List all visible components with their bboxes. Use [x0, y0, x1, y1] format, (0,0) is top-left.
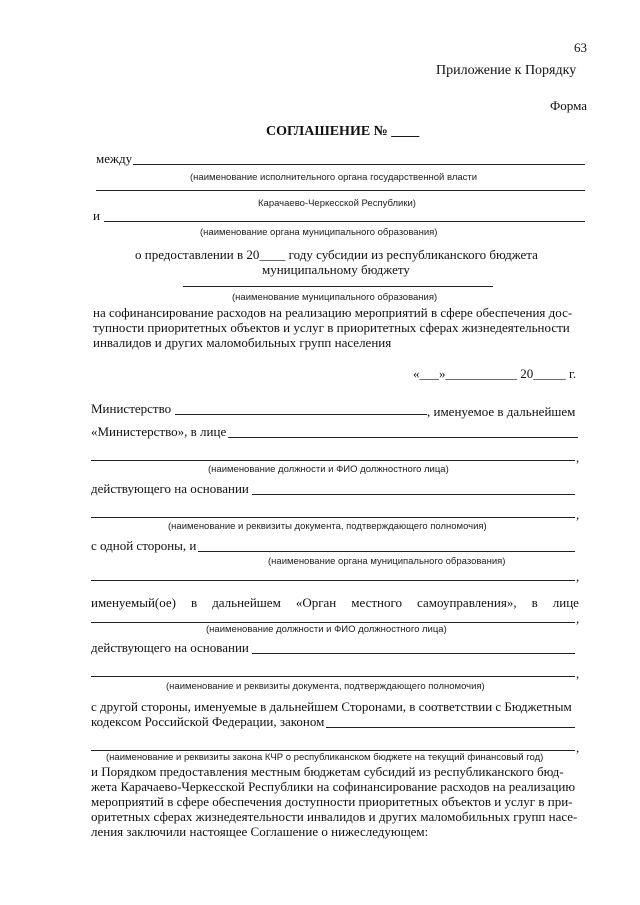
document-caption-2: (наименование и реквизиты документа, подтверждающего полномочия): [166, 681, 485, 692]
municipal-org-field-line-2[interactable]: [198, 551, 575, 552]
law-field-line[interactable]: [326, 727, 575, 728]
ministry-label: Министерство: [91, 401, 172, 416]
comma-3: ,: [576, 569, 580, 584]
republic-caption: Карачаево-Черкесской Республики): [258, 198, 416, 209]
final-line: мероприятий в сфере обеспечения доступности приоритетных объектов и услуг в при-: [91, 794, 573, 809]
named-word: местного: [351, 595, 403, 610]
ministry-face-label: «Министерство», в лице: [91, 424, 227, 439]
named-word: именуемый(ое): [91, 595, 177, 610]
position-name-caption-2: (наименование должности и ФИО должностного лица): [206, 624, 447, 635]
acting-basis-label-2: действующего на основании: [91, 640, 249, 655]
document-field-line-2[interactable]: [91, 676, 575, 677]
municipal-org-field-line[interactable]: [104, 221, 585, 222]
position-name-field-line-2[interactable]: [91, 622, 575, 623]
exec-org-caption: (наименование исполнительного органа государственной власти: [190, 172, 478, 183]
other-side-line2: кодексом Российской Федерации, законом: [91, 714, 325, 729]
named-line: [91, 595, 579, 611]
comma-2: ,: [576, 507, 580, 522]
final-line: и Порядком предоставления местным бюджетам субсидий из республиканского бюд-: [91, 764, 564, 779]
acting-basis-field-line[interactable]: [252, 494, 575, 495]
position-name-field-line[interactable]: [91, 460, 575, 461]
municipal-org-caption: (наименование органа муниципального образования): [200, 227, 438, 238]
ministry-field-line[interactable]: [175, 414, 427, 415]
final-line: ления заключили настоящее Соглашение о нижеследующем:: [91, 824, 429, 839]
acting-basis-field-line-2[interactable]: [252, 653, 575, 654]
acting-basis-label: действующего на основании: [91, 481, 249, 496]
page-number: 63: [574, 40, 587, 55]
law-caption: (наименование и реквизиты закона КЧР о республиканском бюджете на текущий финансовый год): [106, 752, 544, 763]
municipality-caption: (наименование муниципального образования): [232, 292, 438, 303]
one-side-label: с одной стороны, и: [91, 538, 197, 553]
municipal-org-caption-2: (наименование органа муниципального образования): [268, 556, 506, 567]
comma-6: ,: [576, 740, 580, 755]
exec-org-field-line-2[interactable]: [96, 190, 585, 191]
final-line: оритетных сферах жизнедеятельности инвалидов и других маломобильных групп насе-: [91, 809, 578, 824]
named-word: «Орган: [295, 595, 337, 610]
appendix-label: Приложение к Порядку: [436, 63, 577, 78]
purpose-line3: инвалидов и других маломобильных групп населения: [93, 335, 392, 350]
final-line: жета Карачаево-Черкесской Республики на софинансирование расходов на реализацию: [91, 779, 576, 794]
ministry-suffix: , именуемое в дальнейшем: [427, 404, 576, 419]
agreement-date: «___»___________ 20_____ г.: [413, 366, 577, 381]
subsidy-text-line2: муниципальному бюджету: [262, 262, 410, 277]
municipality-field-line[interactable]: [183, 286, 493, 287]
exec-org-field-line[interactable]: [133, 164, 585, 165]
named-word: дальнейшем: [212, 595, 281, 610]
purpose-line2: тупности приоритетных объектов и услуг в приоритетных сферах жизнедеятельности: [93, 320, 570, 335]
form-label: Форма: [550, 98, 587, 113]
other-side-line1: с другой стороны, именуемые в дальнейшем Сторонами, в соответствии с Бюджетным: [91, 699, 572, 714]
between-label: между: [96, 151, 133, 166]
document-caption: (наименование и реквизиты документа, подтверждающего полномочия): [168, 521, 487, 532]
document-field-line[interactable]: [91, 517, 575, 518]
named-word: лице: [552, 595, 579, 610]
named-word: самоуправления»,: [417, 595, 517, 610]
position-name-caption: (наименование должности и ФИО должностного лица): [208, 464, 449, 475]
and-label: и: [93, 208, 100, 223]
named-word: в: [531, 595, 538, 610]
comma-1: ,: [576, 450, 580, 465]
agreement-title: СОГЛАШЕНИЕ № ____: [266, 124, 420, 139]
comma-5: ,: [576, 666, 580, 681]
ministry-face-field-line[interactable]: [228, 437, 578, 438]
comma-4: ,: [576, 611, 580, 626]
municipal-org-field-line-3[interactable]: [91, 580, 575, 581]
named-word: в: [191, 595, 198, 610]
law-field-line-2[interactable]: [91, 750, 575, 751]
purpose-line1: на софинансирование расходов на реализацию мероприятий в сфере обеспечения дос-: [93, 305, 573, 320]
subsidy-text-line1: о предоставлении в 20____ году субсидии из республиканского бюджета: [135, 247, 538, 262]
